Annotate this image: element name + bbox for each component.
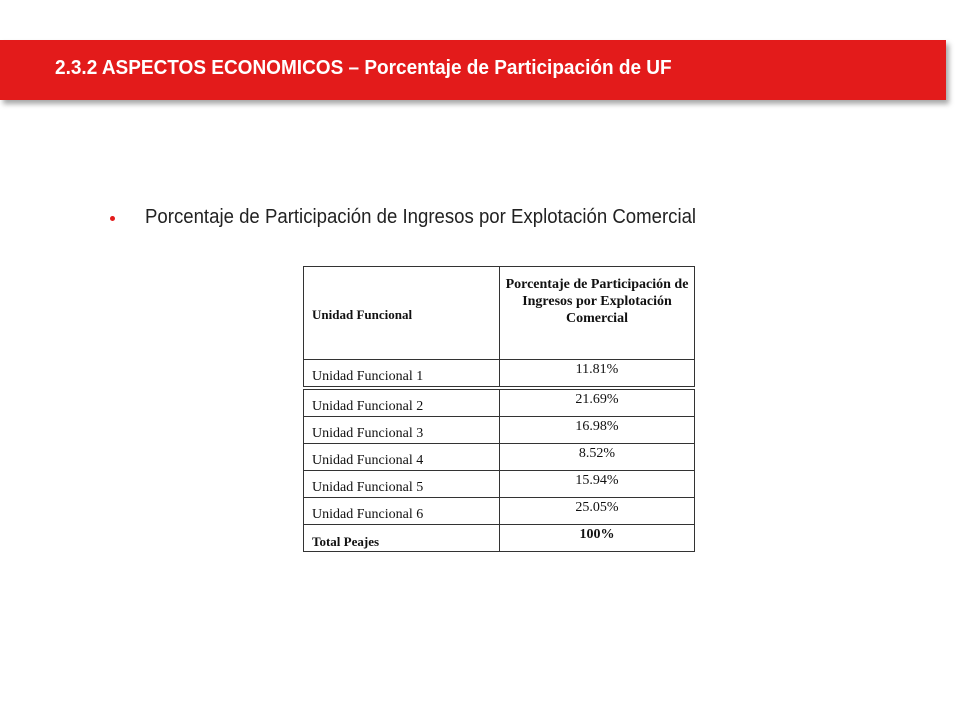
percent-value: 16.98% (575, 419, 619, 434)
percent-cell (500, 498, 694, 524)
title-banner (0, 40, 946, 100)
total-label: Total Peajes (312, 534, 380, 549)
header-cell-unit (304, 267, 500, 359)
unit-cell (304, 471, 500, 497)
percent-value: 21.69% (575, 392, 619, 407)
table-row (303, 471, 695, 498)
percent-cell (500, 417, 694, 443)
unit-label: Unidad Funcional 1 (312, 369, 424, 384)
participation-table (303, 266, 695, 552)
unit-cell (304, 444, 500, 470)
total-value: 100% (579, 527, 615, 542)
bullet-item (110, 206, 910, 236)
bullet-dot-icon (110, 216, 115, 221)
percent-value: 15.94% (575, 473, 619, 488)
unit-label: Unidad Funcional 6 (312, 507, 424, 522)
percent-cell (500, 444, 694, 470)
unit-label: Unidad Funcional 3 (312, 426, 424, 441)
percent-value: 11.81% (575, 362, 619, 377)
table-header-row (303, 266, 695, 360)
total-value-cell (500, 525, 694, 551)
slide-title: 2.3.2 ASPECTOS ECONOMICOS – Porcentaje de Participación de UF (55, 57, 672, 79)
unit-cell (304, 360, 500, 386)
unit-cell (304, 417, 500, 443)
unit-label: Unidad Funcional 5 (312, 480, 424, 495)
percent-cell (500, 360, 694, 386)
table-row (303, 444, 695, 471)
table-row (303, 360, 695, 387)
table-total-row (303, 525, 695, 552)
table-row (303, 389, 695, 417)
table-row (303, 498, 695, 525)
header-cell-percent (500, 267, 694, 359)
unit-label: Unidad Funcional 4 (312, 453, 424, 468)
total-label-cell (304, 525, 500, 551)
percent-value: 25.05% (575, 500, 619, 515)
percent-cell (500, 471, 694, 497)
percent-cell (500, 390, 694, 416)
unit-cell (304, 390, 500, 416)
unit-cell (304, 498, 500, 524)
table-row (303, 417, 695, 444)
bullet-text: Porcentaje de Participación de Ingresos por Explotación Comercial (145, 206, 697, 228)
header-unit-label: Unidad Funcional (312, 307, 413, 322)
percent-value: 8.52% (578, 446, 616, 461)
header-percent-label: Porcentaje de Participación de Ingresos por Explotación Comercial (505, 277, 689, 326)
unit-label: Unidad Funcional 2 (312, 399, 424, 414)
